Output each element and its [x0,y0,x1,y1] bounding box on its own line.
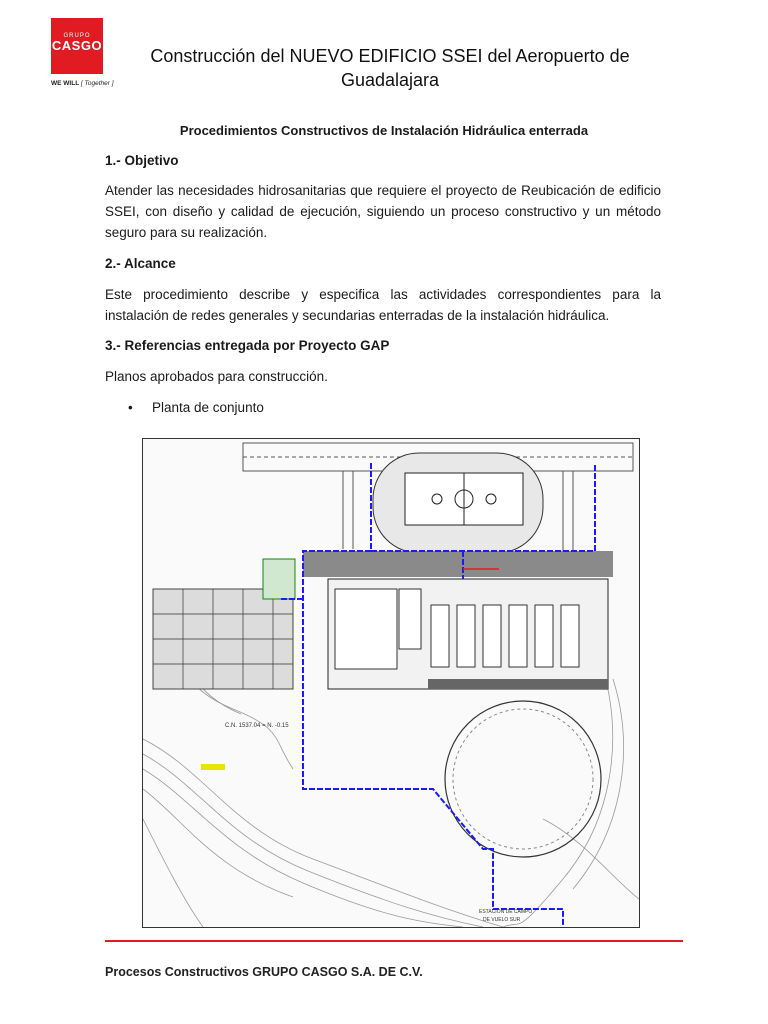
bullet-text: Planta de conjunto [152,400,264,415]
sports-field [373,453,543,553]
section-body-alcance: Este procedimiento describe y especifica las actividades correspondientes para la instalación de redes generales y secundarias enterradas de la instalación hidráulica. [105,287,661,323]
circular-zone-inner [453,709,593,849]
section-body-objetivo: Atender las necesidades hidrosanitarias que requiere el proyecto de Reubicación de edificio SSEI, con diseño y calidad de ejecución, siguiendo un proceso constructivo y un método seguro para su realización. [105,183,661,240]
site-plan-drawing [142,438,640,928]
logo-brand-text: CASGO [51,38,103,53]
ssei-building [328,579,608,689]
plan-south-label-1: ESTACIÓN DE CAMPO [479,909,533,915]
company-logo [51,18,103,74]
logo-tagline [51,80,114,87]
procedure-subtitle: Procedimientos Constructivos de Instalación Hidráulica enterrada [179,123,589,138]
footer-text: Procesos Constructivos GRUPO CASGO S.A. DE C.V. [105,965,423,979]
section-heading-objetivo: 1.- Objetivo [105,153,179,168]
plan-level-label: C.N. 1537.04 = N. -0.15 [225,723,289,729]
section-heading-alcance: 2.- Alcance [105,256,176,271]
yellow-marker [201,764,225,770]
bullet-item [128,400,264,415]
footer-divider [105,940,683,942]
site-plan-svg [143,439,639,927]
circular-zone [445,701,601,857]
document-title: Construcción del NUEVO EDIFICIO SSEI del Aeropuerto de Guadalajara [150,46,630,90]
section-body-referencias: Planos aprobados para construcción. [105,369,328,384]
logo-grupo-text: GRUPO [63,33,91,39]
section-heading-referencias: 3.- Referencias entregada por Proyecto GAP [105,338,390,353]
plan-south-label-2: DE VUELO SUR [483,917,521,923]
tagline-script: [ Together ] [80,80,114,87]
tagline-main: WE WILL [51,80,80,87]
cistern-area [263,559,295,599]
bullet-symbol: • [128,400,133,415]
